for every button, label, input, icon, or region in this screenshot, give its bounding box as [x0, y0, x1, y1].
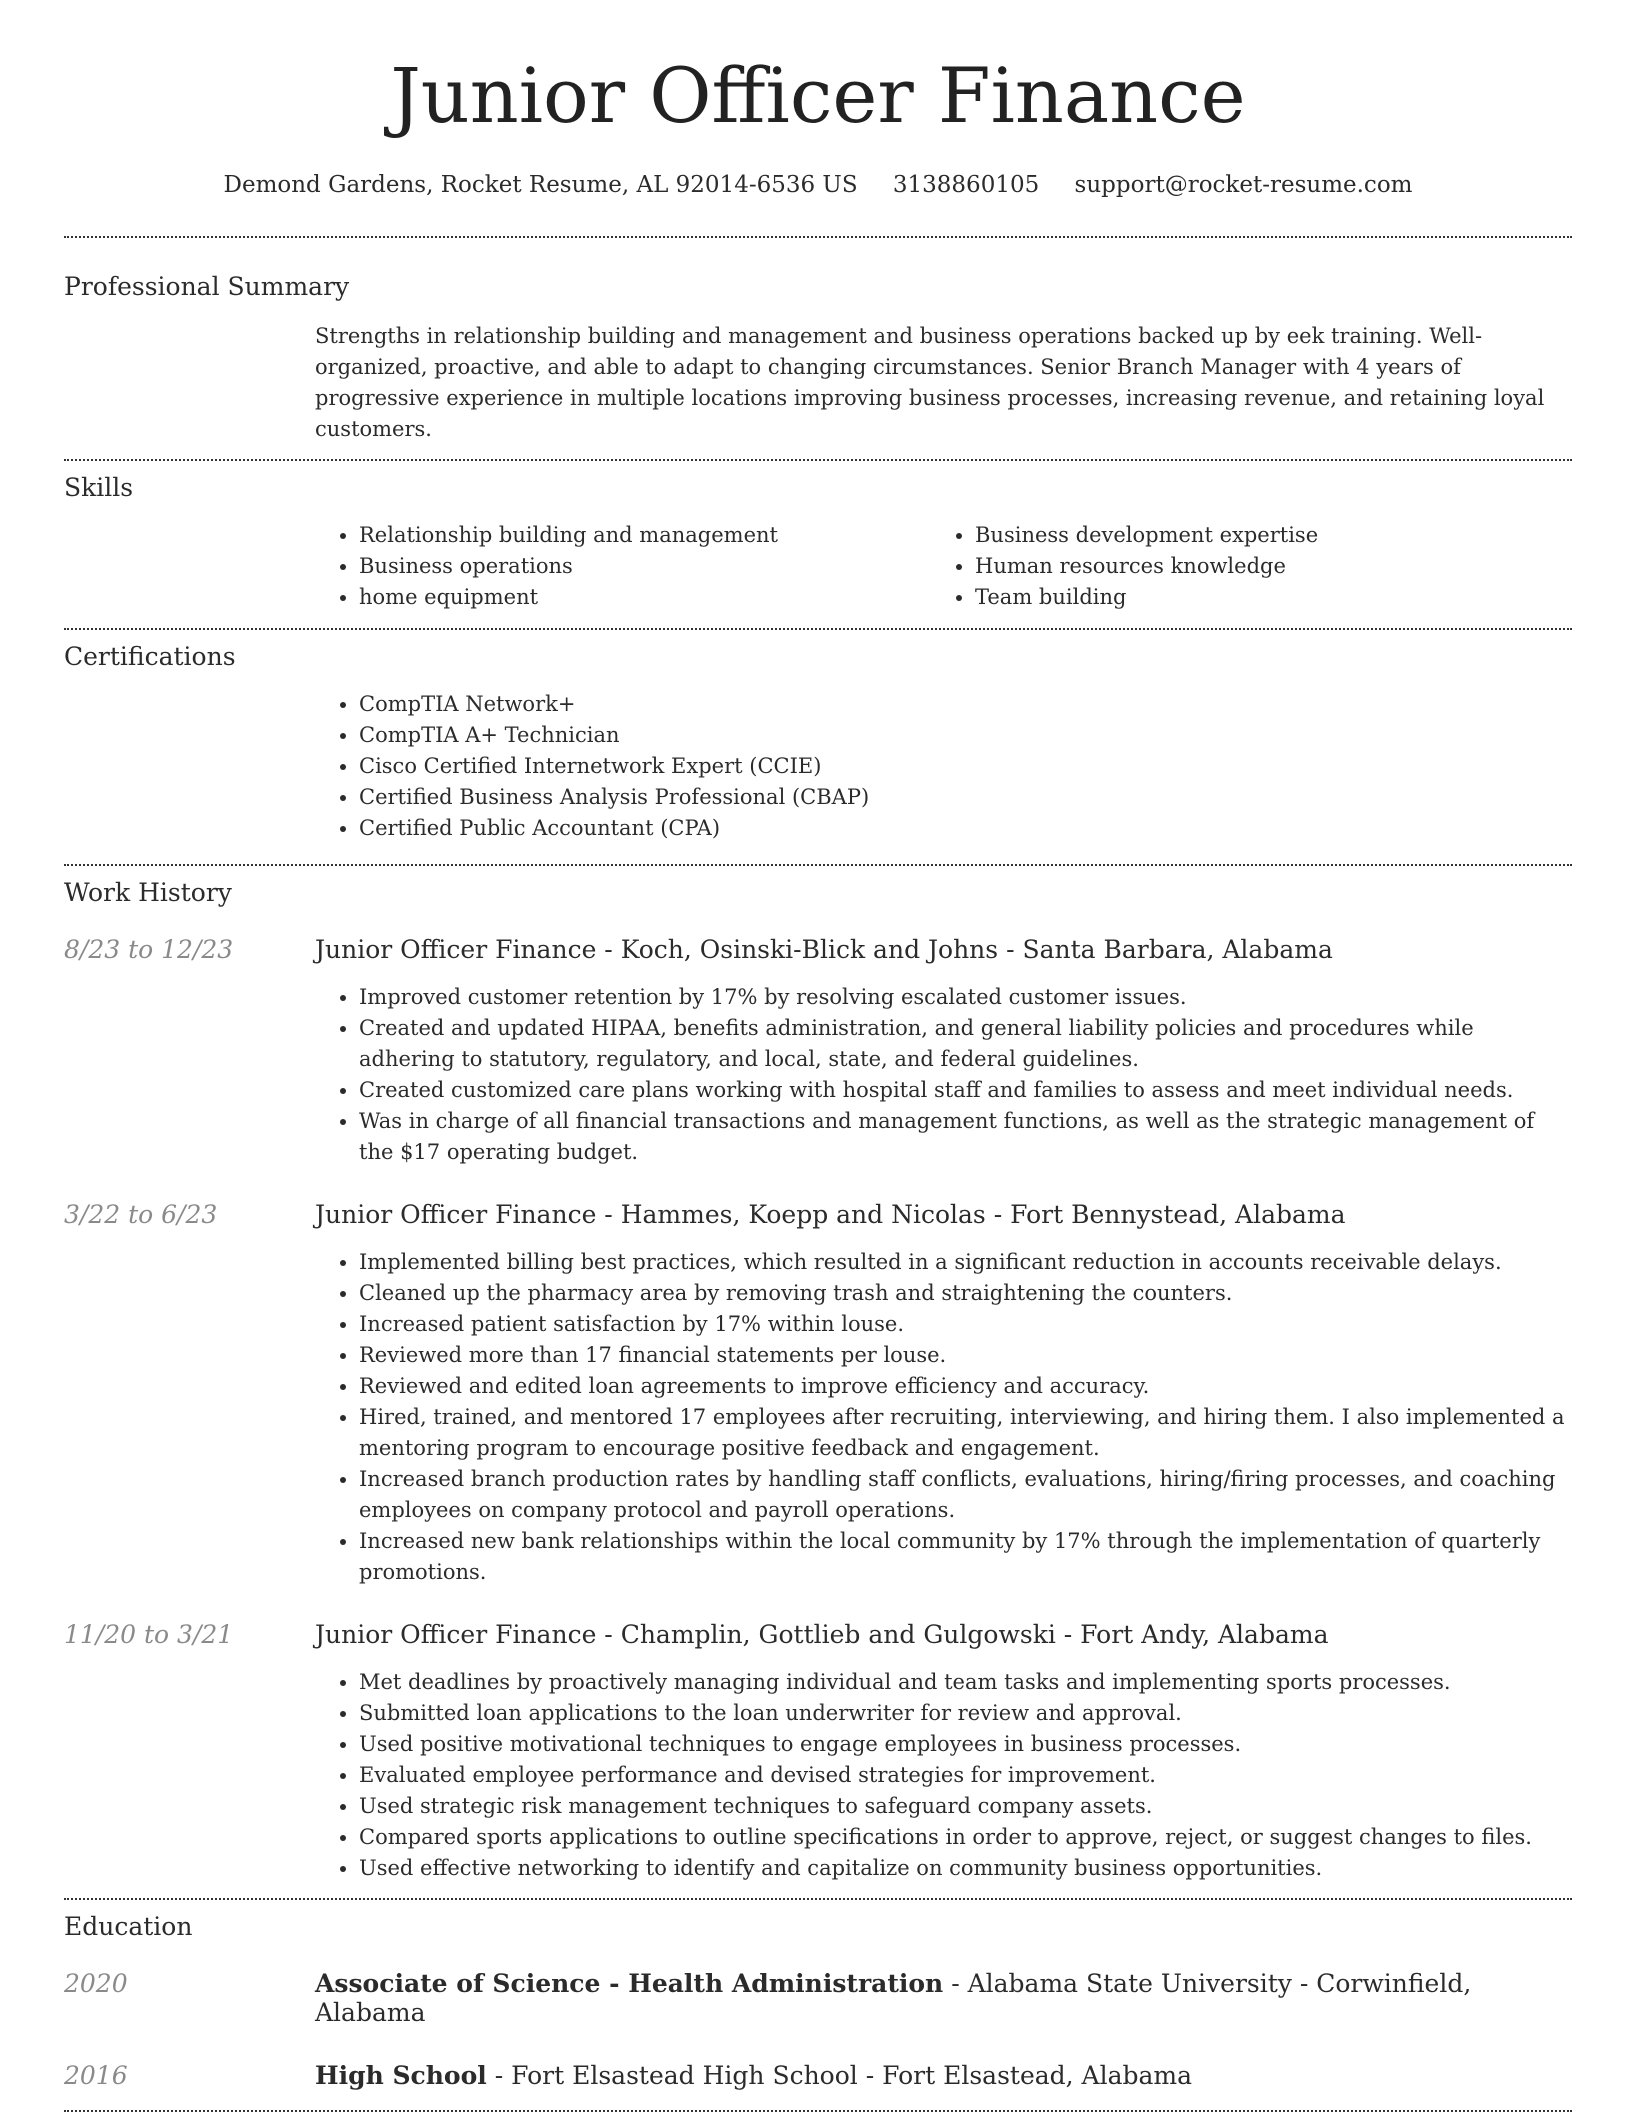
certification-item: • Certified Public Accountant (CPA): [359, 813, 1572, 844]
education-degree: High School: [315, 2061, 487, 2090]
skill-item: • Human resources knowledge: [975, 551, 1547, 582]
divider: [64, 236, 1572, 238]
certification-item: • CompTIA Network+: [359, 689, 1572, 720]
skill-item: • home equipment: [359, 582, 931, 613]
job-date: 8/23 to 12/23: [64, 935, 234, 964]
job-bullets-block: [315, 1667, 1572, 1884]
job-bullet: • Cleaned up the pharmacy area by removing trash and straightening the counters.: [359, 1278, 1572, 1309]
divider: [64, 1898, 1572, 1900]
job-bullet: • Used effective networking to identify and capitalize on community business opportunities.: [359, 1853, 1572, 1884]
resume-page: [64, 0, 1572, 2112]
skills-grid: [315, 520, 1572, 613]
job-title: Junior Officer Finance - Champlin, Gottlieb and Gulgowski - Fort Andy, Alabama: [315, 1620, 1329, 1649]
job-bullet: • Used strategic risk management techniques to safeguard company assets.: [359, 1791, 1572, 1822]
section-title-education: Education: [64, 1912, 193, 1941]
divider: [64, 459, 1572, 461]
education-year: 2016: [64, 2061, 128, 2090]
job-bullet: • Increased branch production rates by handling staff conflicts, evaluations, hiring/firing processes, and coaching employees on company protocol and payroll operations.: [359, 1464, 1572, 1526]
job-bullet: • Created customized care plans working with hospital staff and families to assess and meet individual needs.: [359, 1075, 1572, 1106]
job-bullet: • Reviewed more than 17 financial statements per louse.: [359, 1340, 1572, 1371]
divider: [64, 628, 1572, 630]
job-title: Junior Officer Finance - Koch, Osinski-Blick and Johns - Santa Barbara, Alabama: [315, 935, 1333, 964]
summary-text: Strengths in relationship building and management and business operations backed up by eek training. Well-organized, proactive, and able to adapt to changing circumstances. Senior Branch Manager with 4 years of progressive experience in multiple locations improving business processes, increasing revenue, and retaining loyal customers.: [315, 324, 1545, 441]
education-degree: Associate of Science - Health Administration: [315, 1969, 944, 1998]
job-bullet: • Increased patient satisfaction by 17% within louse.: [359, 1309, 1572, 1340]
phone: 3138860105: [892, 172, 1040, 198]
education-title: [315, 2061, 1572, 2090]
section-title-skills: Skills: [64, 473, 134, 502]
job-bullet: • Was in charge of all financial transactions and management functions, as well as the strategic management of the $17 operating budget.: [359, 1106, 1572, 1168]
email-link[interactable]: support@rocket-resume.com: [1074, 172, 1413, 198]
divider: [64, 864, 1572, 866]
job-bullet: • Met deadlines by proactively managing individual and team tasks and implementing sports processes.: [359, 1667, 1572, 1698]
summary-section: [64, 272, 1572, 445]
job-entry: [64, 935, 1572, 1168]
job-bullets-block: [315, 1247, 1572, 1588]
job-bullet: • Created and updated HIPAA, benefits administration, and general liability policies and procedures while adhering to statutory, regulatory, and local, state, and federal guidelines.: [359, 1013, 1572, 1075]
job-title: Junior Officer Finance - Hammes, Koepp and Nicolas - Fort Bennystead, Alabama: [315, 1200, 1346, 1229]
education-school: - Fort Elsastead High School - Fort Elsastead, Alabama: [486, 2061, 1193, 2090]
certifications-list: [315, 689, 1572, 844]
job-date: 11/20 to 3/21: [64, 1620, 234, 1649]
skill-item: • Business development expertise: [975, 520, 1547, 551]
job-bullet: • Hired, trained, and mentored 17 employees after recruiting, interviewing, and hiring them. I also implemented a mentoring program to encourage positive feedback and engagement.: [359, 1402, 1572, 1464]
job-bullet: • Submitted loan applications to the loan underwriter for review and approval.: [359, 1698, 1572, 1729]
skills-list-right: [931, 520, 1547, 613]
job-bullet: • Reviewed and edited loan agreements to improve efficiency and accuracy.: [359, 1371, 1572, 1402]
job-bullet: • Compared sports applications to outline specifications in order to approve, reject, or suggest changes to files.: [359, 1822, 1572, 1853]
job-bullets: [315, 1247, 1572, 1588]
job-date: 3/22 to 6/23: [64, 1200, 218, 1229]
skills-list-left: [315, 520, 931, 613]
job-entry: [64, 1200, 1572, 1588]
education-entry: [64, 1969, 1572, 2027]
job-bullets: [315, 1667, 1572, 1884]
education-title: [315, 1969, 1572, 2027]
certifications-section: [64, 642, 1572, 844]
education-section: [64, 1912, 1572, 2090]
job-bullet: • Implemented billing best practices, which resulted in a significant reduction in accounts receivable delays.: [359, 1247, 1572, 1278]
job-bullet: • Increased new bank relationships within the local community by 17% through the implementation of quarterly promotions.: [359, 1526, 1572, 1588]
certification-item: • CompTIA A+ Technician: [359, 720, 1572, 751]
section-title-work: Work History: [64, 878, 232, 907]
job-bullets-block: [315, 982, 1572, 1168]
job-bullet: • Improved customer retention by 17% by resolving escalated customer issues.: [359, 982, 1572, 1013]
certification-item: • Cisco Certified Internetwork Expert (CCIE): [359, 751, 1572, 782]
education-school: - Alabama State University - Corwinfield, Alabama: [315, 1969, 1472, 2027]
job-bullet: • Used positive motivational techniques to engage employees in business processes.: [359, 1729, 1572, 1760]
skills-section: [64, 473, 1572, 613]
job-bullets: [315, 982, 1572, 1168]
education-year: 2020: [64, 1969, 128, 1998]
job-bullet: • Evaluated employee performance and devised strategies for improvement.: [359, 1760, 1572, 1791]
address: Demond Gardens, Rocket Resume, AL 92014-6536 US: [223, 172, 858, 198]
work-section: [64, 878, 1572, 1884]
certifications-block: [315, 689, 1572, 844]
section-title-summary: Professional Summary: [64, 272, 350, 301]
contact-line: [64, 172, 1572, 198]
section-title-certifications: Certifications: [64, 642, 236, 671]
skill-item: • Team building: [975, 582, 1547, 613]
education-entry: [64, 2061, 1572, 2090]
skill-item: • Relationship building and management: [359, 520, 931, 551]
job-entry: [64, 1620, 1572, 1884]
skill-item: • Business operations: [359, 551, 931, 582]
resume-name: Junior Officer Finance: [390, 51, 1246, 140]
certification-item: • Certified Business Analysis Professional (CBAP): [359, 782, 1572, 813]
